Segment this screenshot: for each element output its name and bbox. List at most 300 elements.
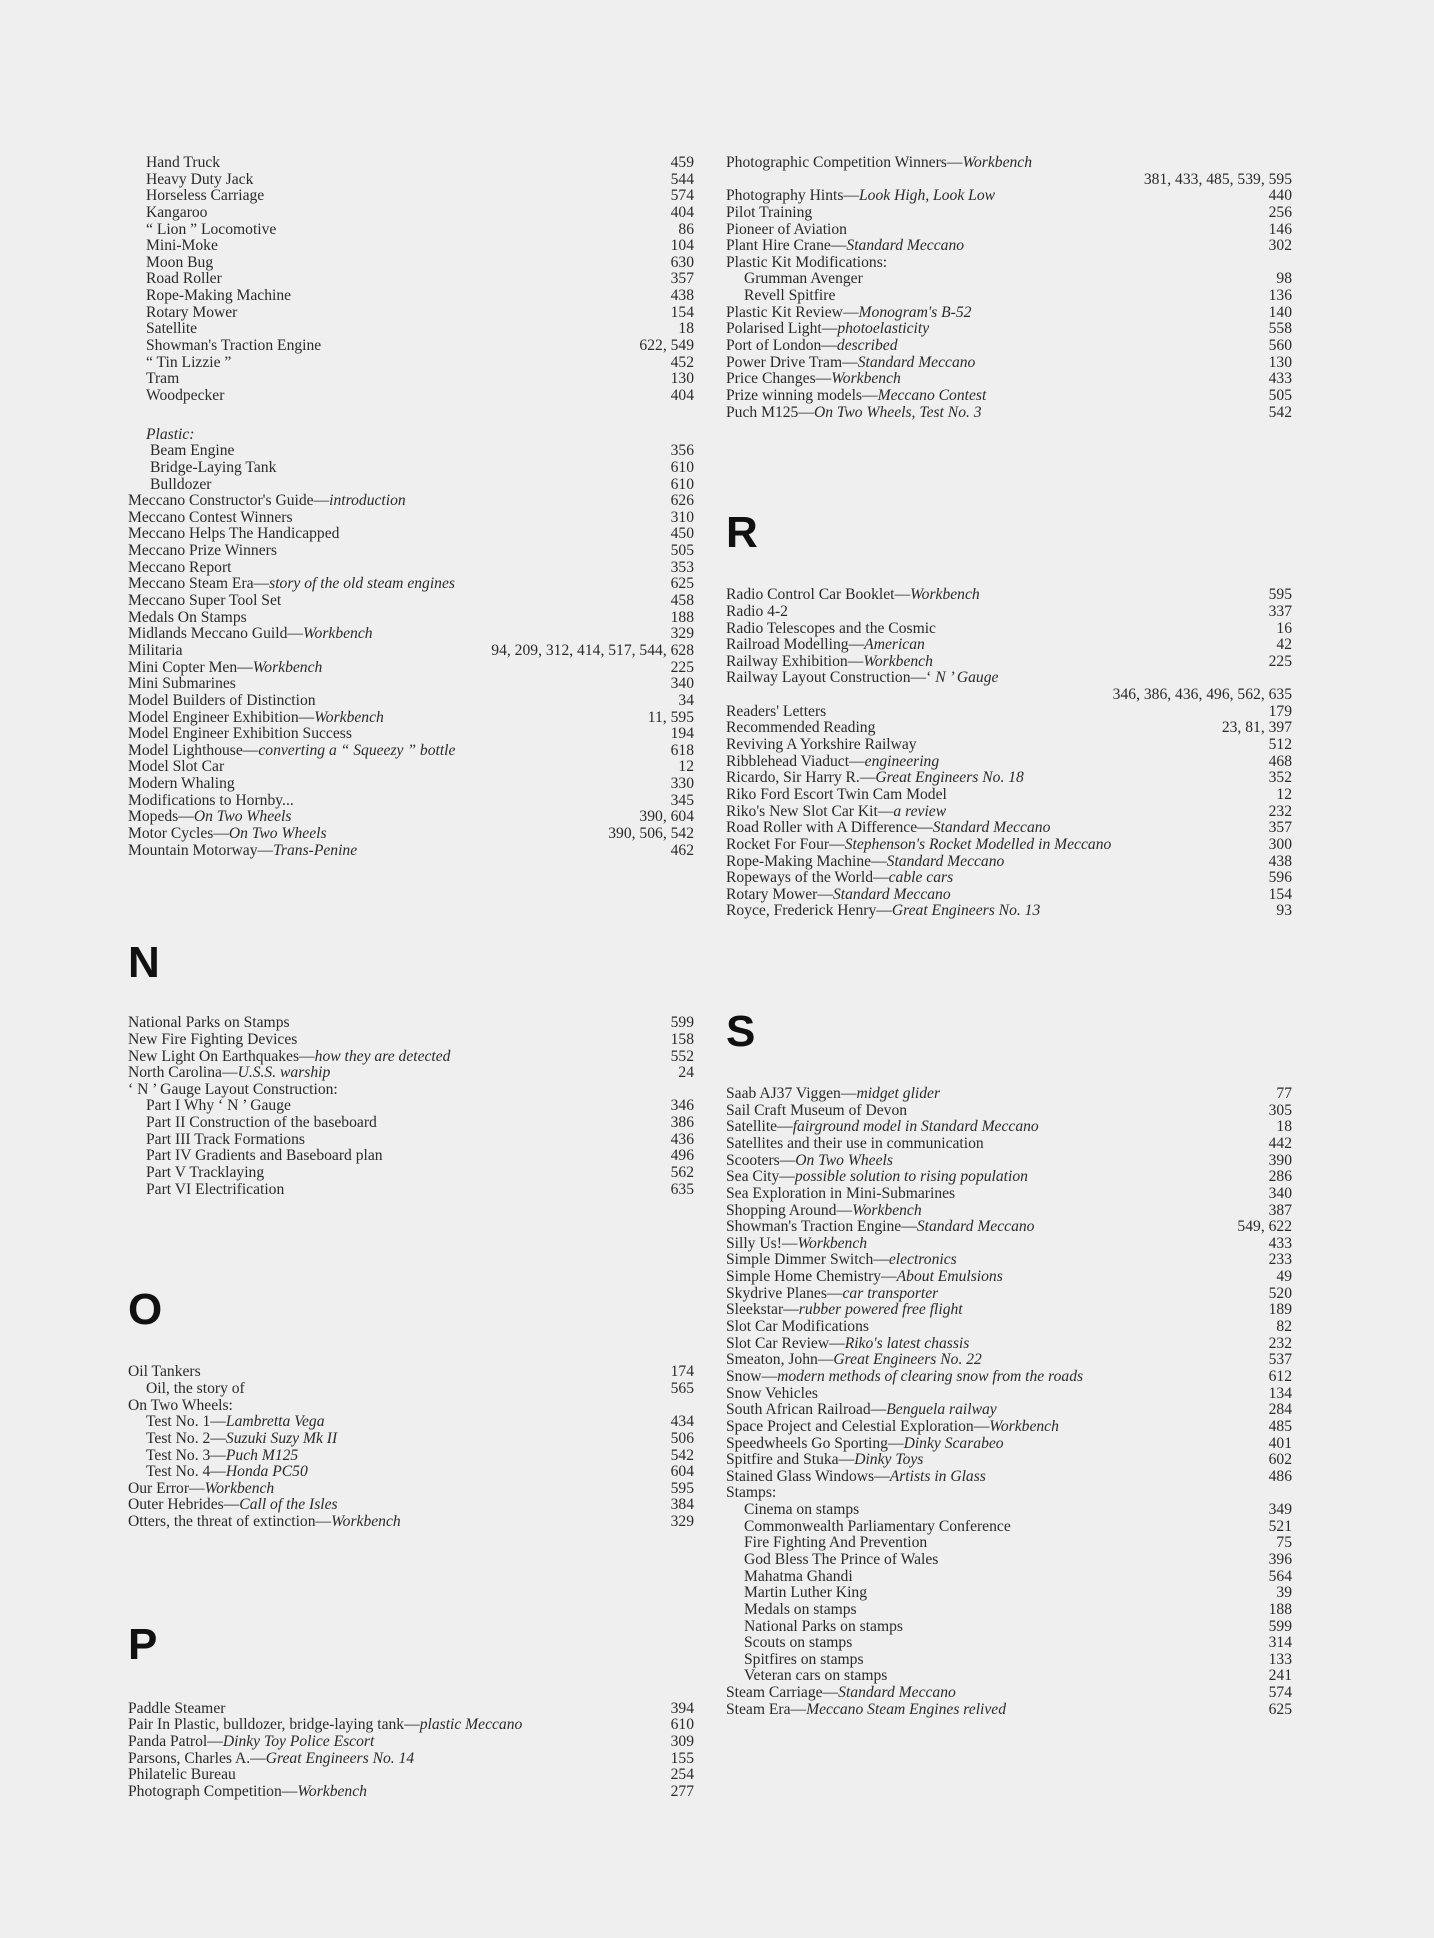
- index-entry: [726, 1169, 1292, 1186]
- entry-title: [726, 1319, 872, 1335]
- page-numbers: 404: [667, 388, 694, 405]
- entry-text: Price Changes—: [726, 371, 832, 388]
- entry-text: Prize winning models—: [726, 387, 878, 404]
- entry-title: [128, 826, 330, 842]
- entry-title: [128, 477, 215, 493]
- entry-text: Simple Home Chemistry—: [726, 1269, 897, 1286]
- entry-subtitle: Standard Meccano: [832, 886, 951, 903]
- entry-subtitle: Workbench: [797, 1235, 868, 1252]
- entry-title: [128, 238, 221, 254]
- entry-text: Meccano Constructor's Guide—: [128, 493, 330, 510]
- entry-title: [726, 621, 939, 637]
- index-entry: [726, 687, 1292, 704]
- index-entry: [128, 593, 694, 610]
- entry-subtitle: Standard Meccano: [932, 820, 1051, 837]
- entry-text: Rope-Making Machine—: [726, 853, 887, 870]
- entry-text: Commonwealth Parliamentary Conference: [744, 1518, 1011, 1535]
- entry-text: Tram: [146, 371, 180, 388]
- index-entry: [726, 737, 1292, 754]
- index-entry: [128, 155, 694, 172]
- index-entry: [128, 1049, 694, 1066]
- entry-title: [128, 726, 355, 742]
- entry-subtitle: Plastic:: [146, 426, 195, 443]
- entry-text: “ Tin Lizzie ”: [146, 354, 232, 371]
- entry-title: [128, 1132, 308, 1148]
- entry-title: [128, 809, 294, 825]
- entry-text: South African Railroad—: [726, 1402, 887, 1419]
- page-numbers: 329: [667, 1514, 694, 1531]
- entry-title: [726, 1635, 855, 1651]
- index-entry: [726, 887, 1292, 904]
- page-numbers: 188: [667, 610, 694, 627]
- entry-title: [128, 543, 280, 559]
- page-numbers: 337: [1265, 604, 1292, 621]
- index-entry: [128, 371, 694, 388]
- entry-text: Midlands Meccano Guild—: [128, 626, 303, 643]
- entry-text: Port of London—: [726, 338, 837, 355]
- index-entry: [726, 1485, 1292, 1502]
- entry-title: [128, 1115, 380, 1131]
- page-numbers: 154: [667, 305, 694, 322]
- entry-text: ‘ N ’ Gauge Layout Construction:: [128, 1081, 338, 1098]
- page-numbers: 386: [667, 1115, 694, 1132]
- entry-text: “ Lion ” Locomotive: [146, 221, 277, 238]
- entry-text: Sleekstar—: [726, 1302, 799, 1319]
- entry-subtitle: story of the old steam engines: [269, 576, 455, 593]
- page-numbers: 23, 81, 397: [1218, 720, 1292, 737]
- entry-text: Medals On Stamps: [128, 609, 247, 626]
- page-numbers: 104: [667, 238, 694, 255]
- page-numbers: 401: [1265, 1436, 1292, 1453]
- index-entry: [726, 1186, 1292, 1203]
- entry-text: Woodpecker: [146, 387, 225, 404]
- index-entry: [128, 1717, 694, 1734]
- page-numbers: 353: [667, 560, 694, 577]
- page-numbers: 512: [1265, 737, 1292, 754]
- page-numbers: 387: [1265, 1203, 1292, 1220]
- entry-subtitle: electronics: [888, 1252, 957, 1269]
- entry-subtitle: Call of the Isles: [239, 1497, 338, 1514]
- entry-title: [128, 576, 458, 592]
- index-entry: [128, 510, 694, 527]
- entry-subtitle: N ’ Gauge: [935, 670, 999, 687]
- index-entry: [726, 1103, 1292, 1120]
- entry-title: [726, 870, 956, 886]
- entry-title: [726, 837, 1114, 853]
- entry-text: Sail Craft Museum of Devon: [726, 1102, 908, 1119]
- entry-subtitle: Monogram's B-52: [858, 304, 972, 321]
- page-numbers: 610: [667, 1717, 694, 1734]
- index-entry: [128, 1032, 694, 1049]
- page-numbers: 310: [667, 510, 694, 527]
- entry-text: Oil, the story of: [146, 1380, 245, 1397]
- index-entry: [726, 388, 1292, 405]
- entry-text: Mini Copter Men—: [128, 659, 253, 676]
- index-entry: [726, 238, 1292, 255]
- index-entry: [726, 770, 1292, 787]
- entry-text: Rocket For Four—: [726, 836, 845, 853]
- entry-title: [128, 710, 387, 726]
- page-numbers: 286: [1265, 1169, 1292, 1186]
- index-entry: [726, 1685, 1292, 1702]
- entry-subtitle: Stephenson's Rocket Modelled in Meccano: [844, 836, 1112, 853]
- index-entry: [128, 1464, 694, 1481]
- entry-text: Motor Cycles—: [128, 825, 229, 842]
- index-entry: [726, 1668, 1292, 1685]
- entry-title: [726, 587, 983, 603]
- entry-text: Mini Submarines: [128, 676, 236, 693]
- entry-text: Bridge-Laying Tank: [150, 459, 277, 476]
- index-entry: [726, 787, 1292, 804]
- index-entry: [726, 355, 1292, 372]
- page-numbers: 496: [667, 1148, 694, 1165]
- page-numbers: 626: [667, 493, 694, 510]
- page-numbers: 595: [1265, 587, 1292, 604]
- entry-text: Test No. 4—: [146, 1464, 226, 1481]
- index-entry: [128, 355, 694, 372]
- index-entry: [726, 172, 1292, 189]
- entry-title: [726, 720, 878, 736]
- entry-title: [726, 1485, 779, 1501]
- index-entry: [726, 405, 1292, 422]
- entry-title: [726, 305, 974, 321]
- entry-text: Space Project and Celestial Exploration—: [726, 1418, 990, 1435]
- index-entry: [726, 587, 1292, 604]
- entry-subtitle: Workbench: [314, 709, 384, 726]
- index-entry: [726, 621, 1292, 638]
- page-numbers: 521: [1265, 1519, 1292, 1536]
- entry-title: [726, 205, 815, 221]
- entry-text: Railroad Modelling—: [726, 637, 865, 654]
- page-numbers: 39: [1272, 1585, 1292, 1602]
- index-entry: [726, 854, 1292, 871]
- entry-text: Part III Track Formations: [146, 1131, 305, 1148]
- entry-text: Meccano Helps The Handicapped: [128, 526, 340, 543]
- entry-text: Shopping Around—: [726, 1202, 853, 1219]
- index-entry: [726, 1535, 1292, 1552]
- entry-title: [128, 288, 294, 304]
- entry-title: [128, 321, 200, 337]
- entry-text: Steam Era—: [726, 1701, 807, 1718]
- entry-title: [726, 787, 950, 803]
- entry-text: Plastic Kit Modifications:: [726, 254, 888, 271]
- entry-text: Railway Exhibition—: [726, 653, 864, 670]
- page-numbers: 94, 209, 312, 414, 517, 544, 628: [487, 643, 694, 660]
- index-entry: [726, 1153, 1292, 1170]
- entry-title: [128, 1464, 311, 1480]
- entry-subtitle: converting a “ Squeezy ” bottle: [258, 742, 456, 759]
- page-numbers: 357: [1265, 820, 1292, 837]
- index-entry: [726, 255, 1292, 272]
- index-entry: [128, 1148, 694, 1165]
- entry-text: Stained Glass Windows—: [726, 1468, 890, 1485]
- index-entry: [128, 443, 694, 460]
- entry-subtitle: fairground model in Standard Meccano: [792, 1119, 1039, 1136]
- page-numbers: 18: [674, 321, 694, 338]
- entry-title: [726, 371, 904, 387]
- entry-text: God Bless The Prince of Wales: [744, 1552, 939, 1568]
- entry-title: [726, 1535, 930, 1551]
- entry-text: Steam Carriage—: [726, 1685, 839, 1702]
- entry-title: [726, 338, 901, 354]
- entry-subtitle: Workbench: [852, 1202, 922, 1219]
- entry-title: [726, 1552, 941, 1568]
- entry-title: [726, 854, 1007, 870]
- index-entry: [726, 1436, 1292, 1453]
- entry-title: [128, 1065, 333, 1081]
- index-entry: [128, 222, 694, 239]
- index-entry: [128, 321, 694, 338]
- section-gap: [128, 405, 694, 427]
- entry-title: [128, 676, 239, 692]
- entry-title: [726, 1585, 870, 1601]
- entry-title: [128, 188, 267, 204]
- index-entry: [726, 754, 1292, 771]
- index-entry: [726, 1136, 1292, 1153]
- page-numbers: 241: [1265, 1668, 1292, 1685]
- index-entry: [726, 1419, 1292, 1436]
- entry-title: [128, 1414, 328, 1430]
- entry-text: Ropeways of the World—: [726, 870, 889, 887]
- entry-title: [128, 355, 234, 371]
- index-entry: [726, 1635, 1292, 1652]
- entry-text: Modern Whaling: [128, 776, 235, 793]
- entry-text: Riko Ford Escort Twin Cam Model: [726, 786, 947, 803]
- entry-subtitle: Workbench: [910, 587, 980, 604]
- entry-title: [726, 604, 791, 620]
- entry-subtitle: Standard Meccano: [838, 1685, 956, 1702]
- entry-text: New Light On Earthquakes—: [128, 1048, 315, 1065]
- section-letter-n: N: [128, 938, 160, 988]
- page-numbers: 565: [667, 1381, 694, 1398]
- page-numbers: 314: [1265, 1635, 1292, 1652]
- page-numbers: 434: [667, 1414, 694, 1431]
- index-entry: [128, 1514, 694, 1531]
- entry-subtitle: Workbench: [989, 1418, 1059, 1435]
- page-numbers: 86: [674, 222, 694, 239]
- index-entry: [726, 1119, 1292, 1136]
- entry-title: [128, 1431, 340, 1447]
- entry-text: Moon Bug: [146, 254, 214, 271]
- entry-subtitle: Honda PC50: [225, 1464, 308, 1481]
- entry-subtitle: Meccano Steam Engines relived: [806, 1701, 1007, 1718]
- entry-text: Revell Spitfire: [744, 288, 836, 305]
- index-entry: [128, 1381, 694, 1398]
- page-numbers: 452: [667, 355, 694, 372]
- entry-title: [726, 1219, 1037, 1235]
- entry-title: [128, 1514, 404, 1530]
- page-numbers: 349: [1265, 1502, 1292, 1519]
- entry-text: Mountain Motorway—: [128, 842, 274, 859]
- index-entry: [128, 660, 694, 677]
- page-numbers: 625: [667, 576, 694, 593]
- page-numbers: 346, 386, 436, 496, 562, 635: [1109, 687, 1292, 703]
- entry-title: [128, 1767, 239, 1783]
- page-numbers: 390: [1265, 1153, 1292, 1170]
- entry-title: [128, 271, 225, 287]
- index-entry: [128, 1015, 694, 1032]
- page-numbers: 189: [1265, 1302, 1292, 1319]
- page-numbers: 630: [667, 255, 694, 272]
- index-entry: [128, 1734, 694, 1751]
- entry-title: [128, 427, 198, 443]
- entry-text: Cinema on stamps: [744, 1502, 860, 1519]
- page-numbers: 396: [1265, 1552, 1292, 1569]
- entry-subtitle: Dinky Toys: [854, 1452, 924, 1469]
- entry-text: Rotary Mower—: [726, 886, 833, 903]
- page-numbers: 352: [1265, 770, 1292, 787]
- entry-title: [726, 1302, 966, 1318]
- page-numbers: 625: [1265, 1702, 1292, 1719]
- entry-title: [726, 1169, 1031, 1185]
- page-numbers: 284: [1265, 1402, 1292, 1419]
- entry-title: [726, 1203, 925, 1219]
- entry-title: [128, 759, 227, 775]
- index-entry: [128, 543, 694, 560]
- entry-title: [128, 388, 227, 404]
- entry-subtitle: Puch M125: [225, 1447, 299, 1464]
- index-entry: [128, 1414, 694, 1431]
- section-letter-o: O: [128, 1285, 163, 1335]
- entry-text: Modifications to Hornby...: [128, 792, 294, 809]
- index-entry: [128, 776, 694, 793]
- entry-title: [726, 1186, 958, 1202]
- page-numbers: 256: [1265, 205, 1292, 222]
- entry-title: [128, 1182, 287, 1198]
- entry-title: [128, 1098, 294, 1114]
- index-entry: [128, 1364, 694, 1381]
- entry-title: [128, 593, 284, 609]
- page-numbers: 612: [1265, 1369, 1292, 1386]
- entry-text: Scouts on stamps: [744, 1635, 853, 1652]
- index-entry: [128, 460, 694, 477]
- entry-text: Test No. 3—: [146, 1447, 226, 1464]
- index-entry: [128, 172, 694, 189]
- entry-subtitle: engineering: [864, 753, 940, 770]
- index-entry: [726, 1702, 1292, 1719]
- entry-text: Rope-Making Machine: [146, 288, 292, 305]
- page-numbers: 188: [1265, 1602, 1292, 1619]
- entry-text: National Parks on Stamps: [128, 1015, 290, 1032]
- page-numbers: 98: [1272, 271, 1292, 288]
- entry-title: [726, 1402, 1000, 1418]
- entry-text: New Fire Fighting Devices: [128, 1031, 298, 1048]
- index-entry: [128, 1784, 694, 1801]
- index-entry: [726, 1469, 1292, 1486]
- entry-text: Plastic Kit Review—: [726, 304, 859, 321]
- entry-text: Riko's New Slot Car Kit—: [726, 803, 894, 820]
- page-numbers: 12: [1272, 787, 1292, 804]
- page-numbers: 49: [1272, 1269, 1292, 1286]
- page-numbers: 345: [667, 793, 694, 810]
- index-entry: [726, 222, 1292, 239]
- entry-title: [726, 355, 978, 371]
- entry-subtitle: Artists in Glass: [889, 1468, 986, 1485]
- entry-subtitle: cable cars: [888, 870, 954, 887]
- index-entry: [128, 710, 694, 727]
- entry-title: [726, 1519, 1014, 1535]
- entry-text: Model Engineer Exhibition—: [128, 709, 315, 726]
- page-numbers: 458: [667, 593, 694, 610]
- index-entry: [726, 321, 1292, 338]
- entry-text: Plant Hire Crane—: [726, 238, 847, 255]
- entry-text: Test No. 1—: [146, 1414, 226, 1431]
- entry-text: Heavy Duty Jack: [146, 171, 254, 188]
- page-numbers: 130: [667, 371, 694, 388]
- entry-title: [726, 887, 954, 903]
- page-numbers: 450: [667, 526, 694, 543]
- entry-title: [726, 1386, 821, 1402]
- left-column: [128, 155, 694, 1801]
- entry-text: Otters, the threat of extinction—: [128, 1514, 332, 1531]
- page-numbers: 384: [667, 1497, 694, 1514]
- entry-title: [726, 1502, 862, 1518]
- page-numbers: 552: [667, 1049, 694, 1066]
- entry-text: Power Drive Tram—: [726, 354, 858, 371]
- entry-title: [128, 1381, 248, 1397]
- entry-subtitle: Workbench: [831, 371, 901, 388]
- page-numbers: 82: [1272, 1319, 1292, 1336]
- entry-text: Test No. 2—: [146, 1430, 226, 1447]
- entry-title: [128, 1497, 341, 1513]
- entry-subtitle: On Two Wheels: [193, 809, 292, 826]
- entry-text: Skydrive Planes—: [726, 1285, 843, 1302]
- entry-title: [128, 305, 240, 321]
- entry-title: [726, 238, 967, 254]
- entry-text: Speedwheels Go Sporting—: [726, 1435, 904, 1452]
- index-entry: [726, 1619, 1292, 1636]
- index-entry: [726, 804, 1292, 821]
- index-entry: [128, 809, 694, 826]
- index-entry: [128, 1132, 694, 1149]
- index-entry: [726, 188, 1292, 205]
- index-entry: [726, 305, 1292, 322]
- page-numbers: 486: [1265, 1469, 1292, 1486]
- entry-title: [128, 371, 182, 387]
- entry-text: Parsons, Charles A.—: [128, 1750, 266, 1767]
- index-entry: [726, 1652, 1292, 1669]
- entry-text: Our Error—: [128, 1480, 205, 1497]
- page-numbers: 610: [667, 477, 694, 494]
- entry-text: Spitfire and Stuka—: [726, 1452, 855, 1469]
- entry-subtitle: Workbench: [331, 1514, 401, 1531]
- page-numbers: 232: [1265, 1336, 1292, 1353]
- page-numbers: 136: [1265, 288, 1292, 305]
- page-numbers: 564: [1265, 1569, 1292, 1586]
- entry-text: Sea City—: [726, 1169, 795, 1186]
- entry-text: Paddle Steamer: [128, 1700, 226, 1717]
- entry-subtitle: On Two Wheels: [795, 1152, 893, 1169]
- entry-text: Smeaton, John—: [726, 1352, 834, 1369]
- index-entry: [726, 1585, 1292, 1602]
- index-entry: [726, 1286, 1292, 1303]
- index-entry: [128, 526, 694, 543]
- entry-subtitle: Trans-Penine: [273, 842, 358, 859]
- page-numbers: 155: [667, 1751, 694, 1768]
- entry-title: [128, 155, 223, 171]
- entry-title: [128, 1398, 236, 1414]
- entry-text: Bulldozer: [150, 476, 212, 493]
- entry-subtitle: possible solution to rising population: [794, 1169, 1028, 1186]
- entry-subtitle: Great Engineers No. 13: [891, 903, 1041, 920]
- index-entry: [726, 654, 1292, 671]
- entry-subtitle: rubber powered free flight: [798, 1302, 963, 1319]
- index-entry: [726, 704, 1292, 721]
- entry-title: [128, 610, 250, 626]
- index-entry: [726, 1352, 1292, 1369]
- entry-text: Meccano Steam Era—: [128, 576, 270, 593]
- entry-subtitle: Lambretta Vega: [225, 1414, 325, 1431]
